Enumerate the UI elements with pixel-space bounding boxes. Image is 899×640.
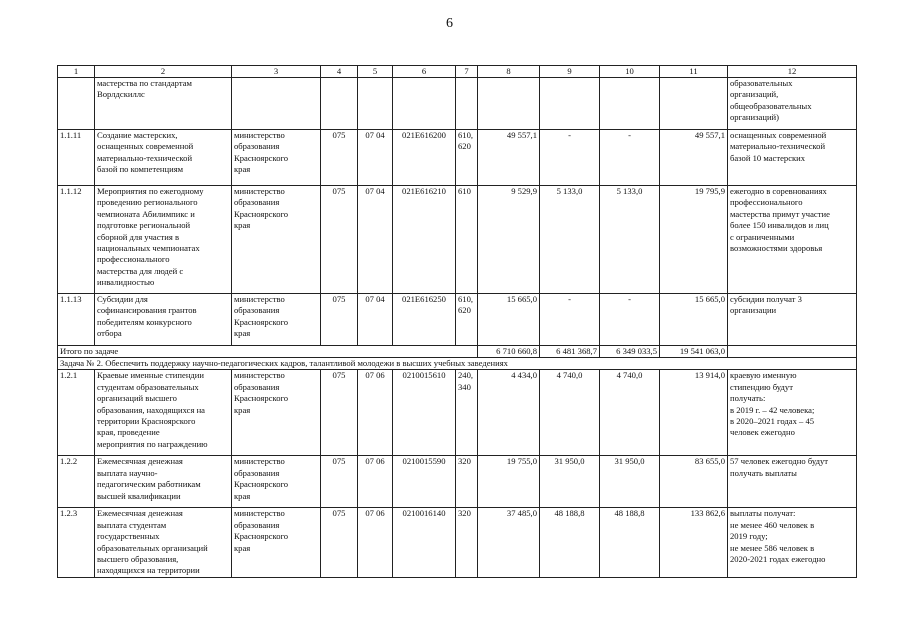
text-line: стипендию будут xyxy=(730,381,793,392)
total-value: 19 795,9 xyxy=(660,186,728,294)
expected-result xyxy=(728,294,857,346)
text-line: Красноярского xyxy=(234,152,289,163)
text-line: образования xyxy=(234,305,280,316)
expected-result xyxy=(728,78,857,130)
header-cell: 1 xyxy=(58,66,95,78)
text-line: 320 xyxy=(458,508,471,519)
text-line: человек ежегодно xyxy=(730,427,795,438)
text-line: края xyxy=(234,220,251,231)
year2-value: - xyxy=(540,294,600,346)
text-line: 620 xyxy=(458,141,471,152)
text-line: 620 xyxy=(458,305,471,316)
text-line: не менее 460 человек в xyxy=(730,519,815,530)
row-number: 1.2.2 xyxy=(58,456,95,508)
text-line: министерство xyxy=(234,508,285,519)
text-line: организаций, xyxy=(730,89,779,100)
text-line: Красноярского xyxy=(234,208,289,219)
text-line: получать выплаты xyxy=(730,467,797,478)
text-line: организаций) xyxy=(730,112,779,123)
text-line: профессионального xyxy=(97,254,170,265)
text-line: не менее 586 человек в xyxy=(730,542,815,553)
vr-code xyxy=(456,370,478,456)
total-value: 13 914,0 xyxy=(660,370,728,456)
text-line: образования xyxy=(234,197,280,208)
text-line: выплата научно- xyxy=(97,467,158,478)
text-line: более 150 инвалидов и лиц xyxy=(730,220,829,231)
vr-code xyxy=(456,78,478,130)
text-line: образовательных организаций xyxy=(97,542,208,553)
total-label: Итого по задаче xyxy=(58,346,478,358)
csr-code: 021E616250 xyxy=(393,294,456,346)
text-line: Ежемесячная денежная xyxy=(97,456,183,467)
header-cell: 9 xyxy=(540,66,600,78)
total-year1: 6 710 660,8 xyxy=(478,346,540,358)
text-line: возможностями здоровья xyxy=(730,243,823,254)
table-row xyxy=(58,508,857,578)
text-line: выплата студентам xyxy=(97,519,167,530)
total-value: 83 655,0 xyxy=(660,456,728,508)
measure-name xyxy=(95,186,232,294)
year1-value: 37 485,0 xyxy=(478,508,540,578)
header-cell: 6 xyxy=(393,66,456,78)
text-line: студентам образовательных xyxy=(97,381,199,392)
text-line: победителям конкурсного xyxy=(97,316,192,327)
text-line: базой 10 мастерских xyxy=(730,152,806,163)
total-result xyxy=(728,346,857,358)
text-line: выплаты получат: xyxy=(730,508,796,519)
executor xyxy=(232,294,321,346)
text-line: 340 xyxy=(458,381,471,392)
year2-value: 4 740,0 xyxy=(540,370,600,456)
grbs-code: 075 xyxy=(321,508,358,578)
text-line: материально-технической xyxy=(730,141,826,152)
text-line: 610, xyxy=(458,294,474,304)
year1-value: 49 557,1 xyxy=(478,130,540,186)
measure-name xyxy=(95,456,232,508)
text-line: краевую именную xyxy=(730,370,797,381)
table-row xyxy=(58,456,857,508)
text-line: края xyxy=(234,404,251,415)
expected-result xyxy=(728,370,857,456)
measure-name xyxy=(95,78,232,130)
year1-value: 15 665,0 xyxy=(478,294,540,346)
text-line: Красноярского xyxy=(234,316,289,327)
text-line: 57 человек ежегодно будут xyxy=(730,456,829,467)
expected-result xyxy=(728,456,857,508)
text-line: педагогическим работникам xyxy=(97,479,201,490)
rzpr-code: 07 06 xyxy=(358,456,393,508)
vr-code xyxy=(456,186,478,294)
row-number: 1.1.11 xyxy=(58,130,95,186)
text-line: 2019 году; xyxy=(730,531,768,542)
text-line: Ворлдскиллс xyxy=(97,89,145,100)
csr-code: 0210016140 xyxy=(393,508,456,578)
text-line: высшего образования, xyxy=(97,554,179,565)
text-line: инвалидностью xyxy=(97,277,155,288)
header-cell: 3 xyxy=(232,66,321,78)
year3-value: 5 133,0 xyxy=(600,186,660,294)
text-line: организаций высшего xyxy=(97,393,177,404)
text-line: профессионального xyxy=(730,197,803,208)
executor xyxy=(232,130,321,186)
csr-code: 0210015610 xyxy=(393,370,456,456)
text-line: мастерства по стандартам xyxy=(97,78,192,88)
table-row xyxy=(58,370,857,456)
text-line: субсидии получат 3 xyxy=(730,294,802,304)
table-row xyxy=(58,130,857,186)
text-line: территории Красноярского xyxy=(97,416,196,427)
text-line: Ежемесячная денежная xyxy=(97,508,183,519)
year1-value: 19 755,0 xyxy=(478,456,540,508)
grbs-code xyxy=(321,78,358,130)
text-line: материально-технической xyxy=(97,152,193,163)
year1-value: 4 434,0 xyxy=(478,370,540,456)
grbs-code: 075 xyxy=(321,186,358,294)
year2-value: 48 188,8 xyxy=(540,508,600,578)
row-number xyxy=(58,78,95,130)
expected-result xyxy=(728,130,857,186)
header-cell: 11 xyxy=(660,66,728,78)
rzpr-code: 07 04 xyxy=(358,186,393,294)
task-title: Задача № 2. Обеспечить поддержку научно-педагогических кадров, талантливой молодежи в высших учебных заведениях xyxy=(58,358,857,370)
text-line: министерство xyxy=(234,130,285,140)
text-line: с ограниченными xyxy=(730,231,795,242)
text-line: министерство xyxy=(234,370,285,381)
budget-table xyxy=(57,65,857,578)
text-line: министерство xyxy=(234,186,285,196)
measure-name xyxy=(95,294,232,346)
text-line: Красноярского xyxy=(234,393,289,404)
text-line: ежегодно в соревнованиях xyxy=(730,186,827,196)
text-line: находящихся на территории xyxy=(97,565,200,576)
year1-value xyxy=(478,78,540,130)
text-line: софинансирования грантов xyxy=(97,305,197,316)
header-row xyxy=(58,66,857,78)
year3-value xyxy=(600,78,660,130)
task-row xyxy=(58,358,857,370)
text-line: мастерства для людей с xyxy=(97,265,184,276)
table-body xyxy=(58,66,857,578)
total-sum: 19 541 063,0 xyxy=(660,346,728,358)
text-line: оснащенных современной xyxy=(730,130,827,140)
text-line: в 2020–2021 годах – 45 xyxy=(730,416,815,427)
rzpr-code: 07 04 xyxy=(358,130,393,186)
expected-result xyxy=(728,508,857,578)
text-line: образования xyxy=(234,141,280,152)
header-cell: 7 xyxy=(456,66,478,78)
year1-value: 9 529,9 xyxy=(478,186,540,294)
measure-name xyxy=(95,370,232,456)
grbs-code: 075 xyxy=(321,456,358,508)
text-line: Красноярского xyxy=(234,531,289,542)
header-cell: 12 xyxy=(728,66,857,78)
executor xyxy=(232,186,321,294)
rzpr-code: 07 04 xyxy=(358,294,393,346)
grbs-code: 075 xyxy=(321,294,358,346)
text-line: государственных xyxy=(97,531,160,542)
text-line: министерство xyxy=(234,456,285,467)
page-number: 6 xyxy=(446,16,453,31)
year3-value: - xyxy=(600,294,660,346)
total-value: 49 557,1 xyxy=(660,130,728,186)
executor xyxy=(232,370,321,456)
vr-code xyxy=(456,508,478,578)
text-line: Красноярского xyxy=(234,479,289,490)
csr-code: 021E616210 xyxy=(393,186,456,294)
header-cell: 5 xyxy=(358,66,393,78)
text-line: Создание мастерских, xyxy=(97,130,178,140)
csr-code xyxy=(393,78,456,130)
total-row xyxy=(58,346,857,358)
vr-code xyxy=(456,294,478,346)
year3-value: 48 188,8 xyxy=(600,508,660,578)
header-cell: 4 xyxy=(321,66,358,78)
text-line: 2020-2021 годах ежегодно xyxy=(730,554,826,565)
year3-value: - xyxy=(600,130,660,186)
text-line: Краевые именные стипендии xyxy=(97,370,204,381)
text-line: высшей квалификации xyxy=(97,490,181,501)
text-line: 610, xyxy=(458,130,474,140)
row-number: 1.2.1 xyxy=(58,370,95,456)
total-year3: 6 349 033,5 xyxy=(600,346,660,358)
expected-result xyxy=(728,186,857,294)
executor xyxy=(232,78,321,130)
table-row xyxy=(58,294,857,346)
year3-value: 31 950,0 xyxy=(600,456,660,508)
text-line: Мероприятия по ежегодному xyxy=(97,186,204,196)
text-line: мастерства примут участие xyxy=(730,208,830,219)
measure-name xyxy=(95,508,232,578)
text-line: проведению регионального xyxy=(97,197,198,208)
text-line: министерство xyxy=(234,294,285,304)
text-line: национальных чемпионатах xyxy=(97,243,200,254)
text-line: оснащенных современной xyxy=(97,141,194,152)
rzpr-code xyxy=(358,78,393,130)
executor xyxy=(232,508,321,578)
text-line: чемпионата Абилимпикс и xyxy=(97,208,195,219)
text-line: подготовке региональной xyxy=(97,220,191,231)
row-number: 1.1.13 xyxy=(58,294,95,346)
text-line: образования xyxy=(234,381,280,392)
total-value: 133 862,6 xyxy=(660,508,728,578)
table-row xyxy=(58,78,857,130)
measure-name xyxy=(95,130,232,186)
grbs-code: 075 xyxy=(321,130,358,186)
year2-value: - xyxy=(540,130,600,186)
header-cell: 2 xyxy=(95,66,232,78)
text-line: края xyxy=(234,164,251,175)
total-value: 15 665,0 xyxy=(660,294,728,346)
header-cell: 10 xyxy=(600,66,660,78)
text-line: 320 xyxy=(458,456,471,467)
text-line: образования xyxy=(234,519,280,530)
row-number: 1.1.12 xyxy=(58,186,95,294)
executor xyxy=(232,456,321,508)
total-year2: 6 481 368,7 xyxy=(540,346,600,358)
text-line: образования xyxy=(234,467,280,478)
row-number: 1.2.3 xyxy=(58,508,95,578)
total-value xyxy=(660,78,728,130)
text-line: мероприятия по награждению xyxy=(97,438,208,449)
text-line: сборной для участия в xyxy=(97,231,180,242)
text-line: Субсидии для xyxy=(97,294,148,304)
table-row xyxy=(58,186,857,294)
text-line: 240, xyxy=(458,370,474,381)
rzpr-code: 07 06 xyxy=(358,508,393,578)
text-line: получать: xyxy=(730,393,766,404)
text-line: края xyxy=(234,328,251,339)
year2-value xyxy=(540,78,600,130)
csr-code: 0210015590 xyxy=(393,456,456,508)
csr-code: 021E616200 xyxy=(393,130,456,186)
text-line: организации xyxy=(730,305,777,316)
text-line: 610 xyxy=(458,186,471,196)
vr-code xyxy=(456,130,478,186)
text-line: края xyxy=(234,542,251,553)
text-line: края xyxy=(234,490,251,501)
text-line: образовательных xyxy=(730,78,793,88)
header-cell: 8 xyxy=(478,66,540,78)
rzpr-code: 07 06 xyxy=(358,370,393,456)
text-line: края, проведение xyxy=(97,427,160,438)
text-line: отбора xyxy=(97,328,122,339)
text-line: образования, находящихся на xyxy=(97,404,205,415)
grbs-code: 075 xyxy=(321,370,358,456)
text-line: общеобразовательных xyxy=(730,100,812,111)
year2-value: 31 950,0 xyxy=(540,456,600,508)
year2-value: 5 133,0 xyxy=(540,186,600,294)
vr-code xyxy=(456,456,478,508)
text-line: в 2019 г. – 42 человека; xyxy=(730,404,815,415)
year3-value: 4 740,0 xyxy=(600,370,660,456)
text-line: базой по компетенциям xyxy=(97,164,184,175)
